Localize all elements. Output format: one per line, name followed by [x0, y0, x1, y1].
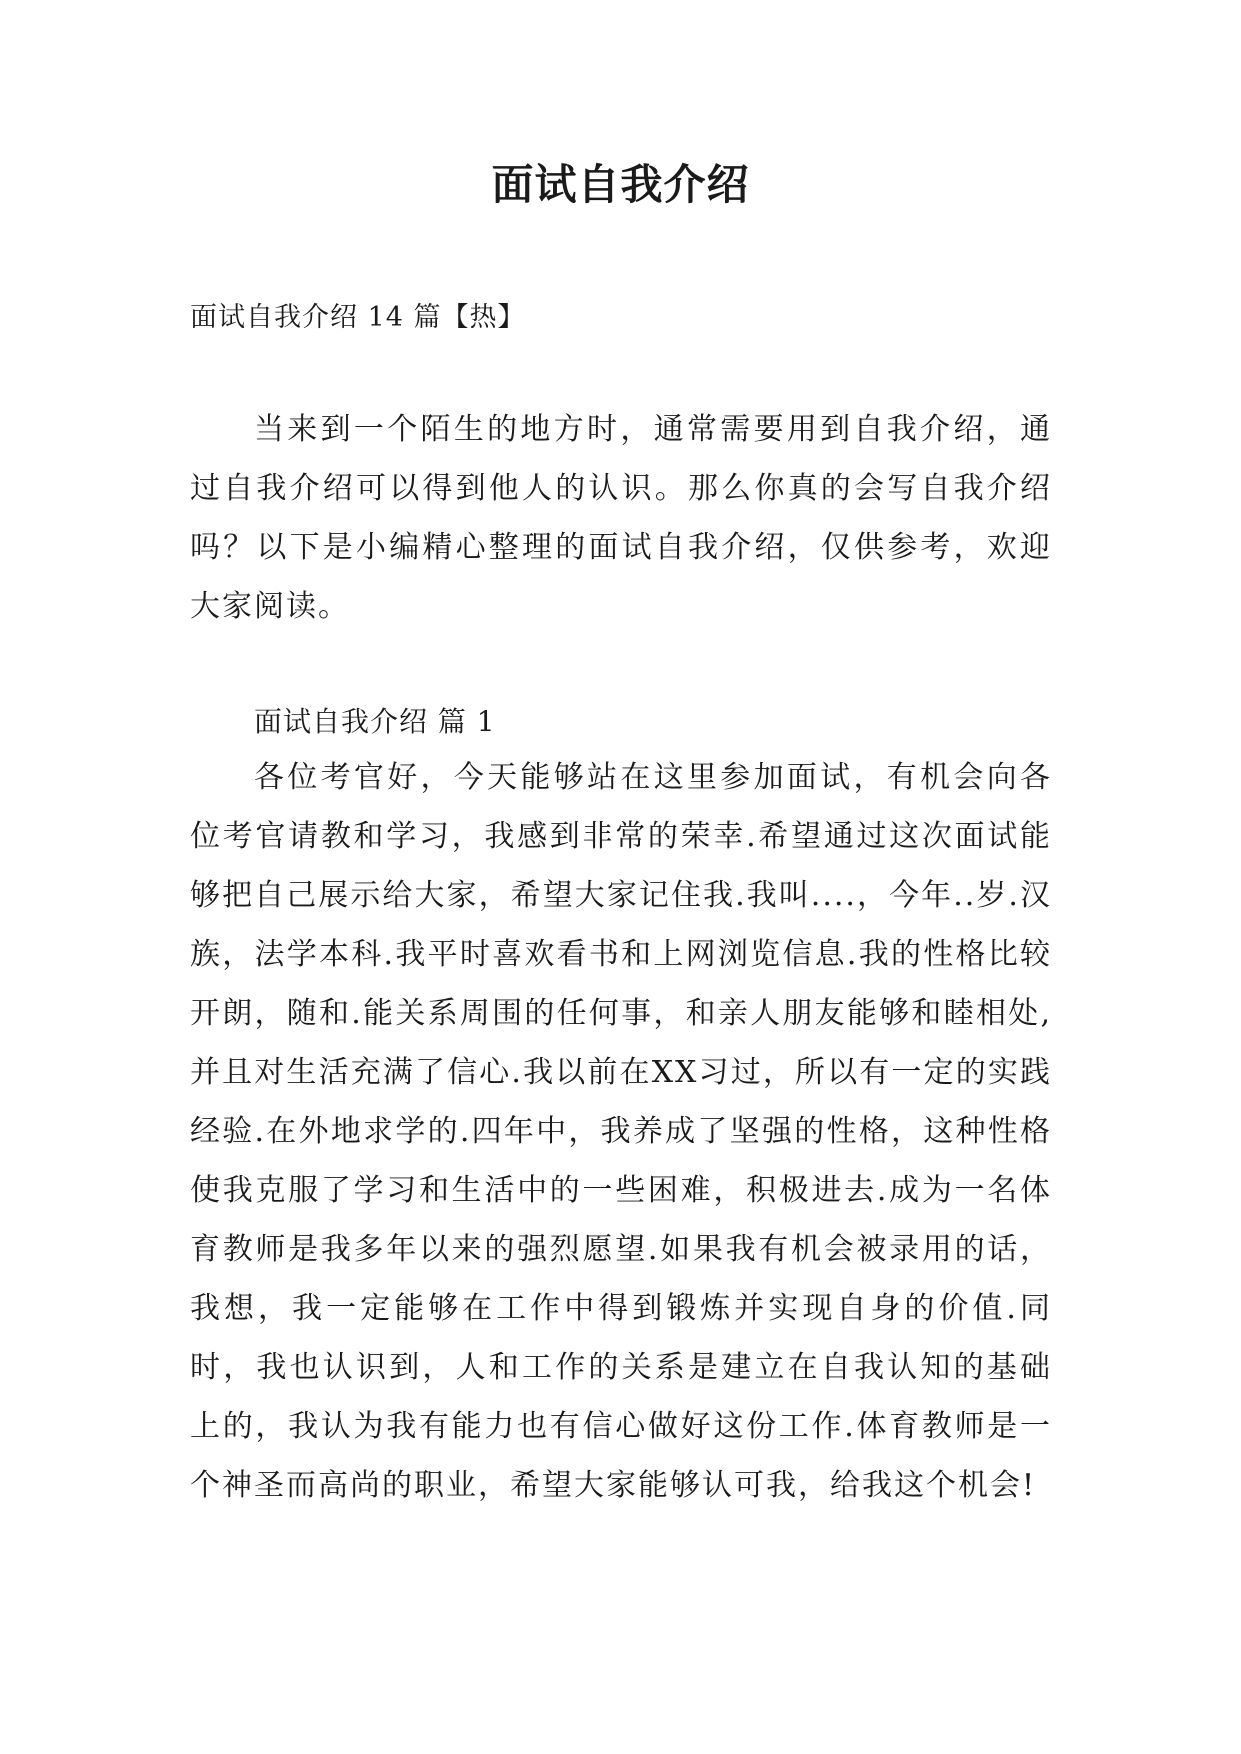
document-subtitle: 面试自我介绍 14 篇【热】 — [190, 302, 526, 333]
intro-paragraph: 当来到一个陌生的地方时，通常需要用到自我介绍，通过自我介绍可以得到他人的认识。那么你真的会写自我介绍吗？以下是小编精心整理的面试自我介绍，仅供参考，欢迎大家阅读。 — [190, 412, 1052, 624]
page-title: 面试自我介绍 — [491, 160, 750, 209]
section-body-paragraph: 各位考官好，今天能够站在这里参加面试，有机会向各位考官请教和学习，我感到非常的荣幸.希望通过这次面试能够把自己展示给大家，希望大家记住我.我叫....，今年..岁.汉族，法学本科.我平时喜欢看书和上网浏览信息.我的性格比较开朗，随和.能关系周围的任何事，和亲人朋友能够和睦相处,并且对生活充满了信心.我以前在XX习过，所以有一定的实践经验.在外地求学的.四年中，我养成了坚强的性格，这种性格使我克服了学习和生活中的一些困难，积极进去.成为一名体育教师是我多年以来的强烈愿望.如果我有机会被录用的话，我想，我一定能够在工作中得到锻炼并实现自身的价值.同时，我也认识到，人和工作的关系是建立在自我认知的基础上的，我认为我有能力也有信心做好这份工作.体育教师是一个神圣而高尚的职业，希望大家能够认可我，给我这个机会! — [190, 760, 1052, 1503]
section-heading: 面试自我介绍 篇 1 — [254, 705, 496, 738]
